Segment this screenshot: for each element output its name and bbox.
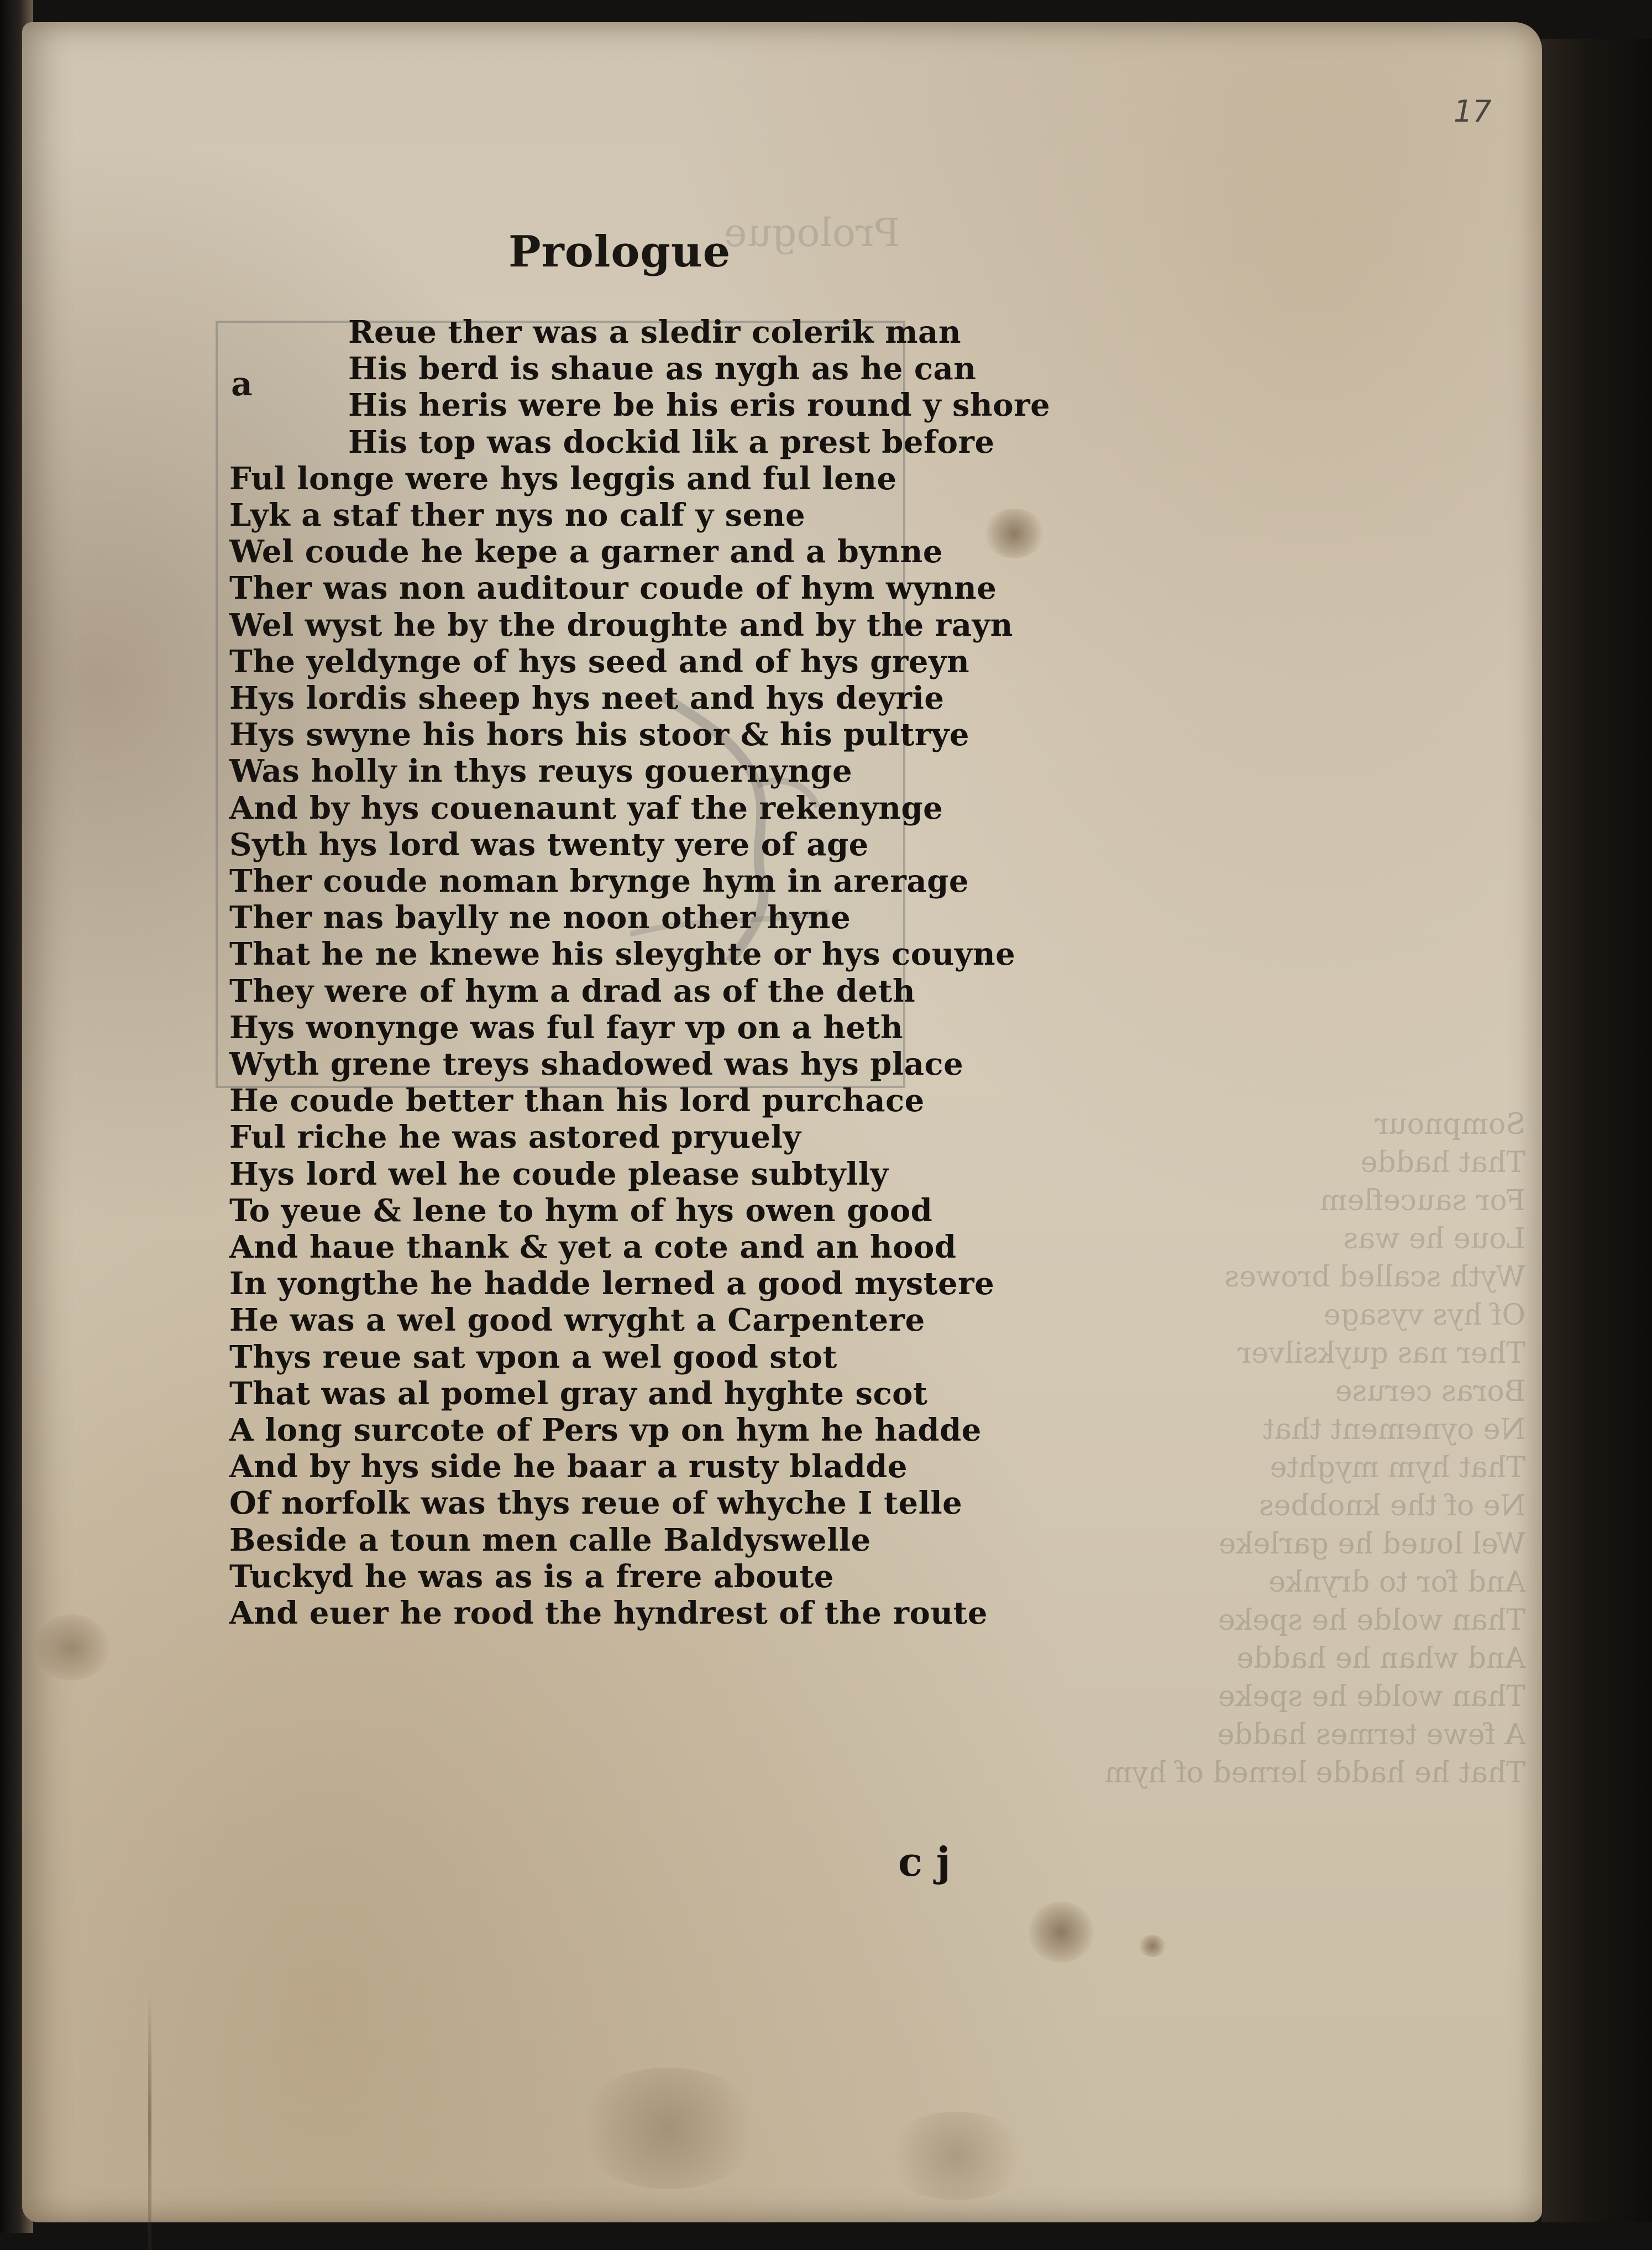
verse-line: Wyth grene treys shadowed was hys place — [229, 1046, 964, 1082]
page — [22, 22, 1542, 2222]
verse-line: Hys swyne his hors his stoor & his pultrye — [229, 716, 970, 754]
verse-line: Ful longe were hys leggis and ful lene — [229, 460, 897, 497]
verse-line: He coude better than his lord purchace — [229, 1082, 925, 1119]
verse-line: Wel coude he kepe a garner and a bynne — [229, 533, 943, 571]
verse-line: Beside a toun men calle Baldyswelle — [229, 1521, 871, 1558]
verse-line: Was holly in thys reuys gouernynge — [229, 753, 853, 790]
verse-line: Hys wonynge was ful fayr vp on a heth — [229, 1009, 904, 1046]
verse-line: Hys lord wel he coude please subtylly — [229, 1155, 889, 1192]
book-cover-edge — [1541, 39, 1652, 2222]
verse-line: A long surcote of Pers vp on hym he hadde — [229, 1412, 982, 1448]
verse-line: And haue thank & yet a cote and an hood — [229, 1229, 957, 1265]
foxing-stain — [1028, 1902, 1094, 1963]
verse-line: Wel wyst he by the droughte and by the rayn — [229, 606, 1013, 643]
verse-line: He was a wel good wryght a Carpentere — [229, 1302, 925, 1339]
verse-line: They were of hym a drad as of the deth — [229, 972, 916, 1009]
show-through-text: Sompnour That hadde For sauceflem Loue he was Wyth scalled browes Of hys vysage Ther nas quyksilver Boras ceruse Ne oynement that That hym myghte Ne of the knobbes Wel loued he garleke And for to drynke Than wolde he speke And whan he hadde Than wolde he speke A fewe termes hadde That he hadde lerned of hym — [1104, 1108, 1525, 1789]
verse-line: And euer he rood the hyndrest of the route — [229, 1595, 988, 1631]
verse-line: Ther coude noman brynge hym in arerage — [229, 863, 969, 899]
verse-line: Of norfolk was thys reue of whyche I telle — [229, 1485, 963, 1522]
foxing-stain — [1139, 1935, 1166, 1957]
verse-line: Ful riche he was astored pryuely — [229, 1119, 801, 1156]
verse-line: In yongthe he hadde lerned a good mystere — [229, 1265, 995, 1302]
running-head: Prologue — [508, 227, 731, 277]
verse-line: The yeldynge of hys seed and of hys greyn — [229, 643, 970, 680]
verse-line: That was al pomel gray and hyghte scot — [229, 1375, 928, 1412]
verse-line: Thys reue sat vpon a wel good stot — [229, 1338, 837, 1375]
verse-line: Reue ther was a sledir colerik man — [348, 314, 962, 350]
verse-line: Hys lordis sheep hys neet and hys deyrie — [229, 680, 945, 716]
guide-letter: a — [231, 365, 253, 404]
verse-line: And by hys side he baar a rusty bladde — [229, 1448, 908, 1485]
foxing-stain — [984, 509, 1045, 558]
verse-line: Ther was non auditour coude of hym wynne — [229, 570, 997, 607]
page-crease — [148, 1990, 151, 2250]
verse-line: To yeue & lene to hym of hys owen good — [229, 1192, 933, 1229]
verse-line: Lyk a staf ther nys no calf y sene — [229, 497, 806, 533]
verse-line: Syth hys lord was twenty yere of age — [229, 826, 869, 863]
show-through-heading: Prologue — [724, 210, 900, 255]
foxing-stain — [884, 2112, 1028, 2200]
verse-line: His berd is shaue as nygh as he can — [348, 350, 977, 388]
verse-line: His heris were be his eris round y shore — [348, 387, 1051, 424]
folio-number: 17 — [1454, 94, 1492, 129]
verse-line: And by hys couenaunt yaf the rekenynge — [229, 789, 943, 826]
verse-line: Tuckyd he was as is a frere aboute — [229, 1558, 834, 1595]
verse-line: Ther nas baylly ne noon other hyne — [229, 899, 851, 936]
verse-line: His top was dockid lik a prest before — [348, 423, 995, 461]
foxing-stain — [33, 1614, 111, 1681]
foxing-stain — [575, 2068, 763, 2189]
verse-line: That he ne knewe his sleyghte or hys couyne — [229, 936, 1016, 973]
signature-mark: c j — [898, 1838, 951, 1885]
